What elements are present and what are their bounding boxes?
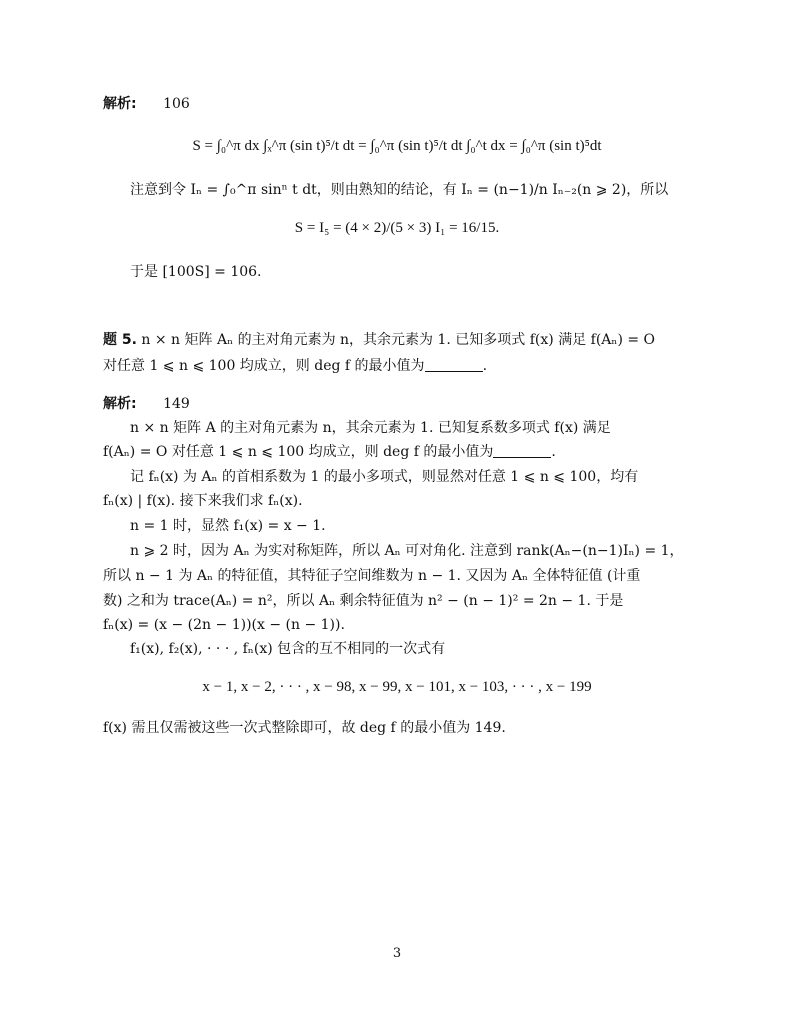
problem-label: 题 5. xyxy=(103,332,137,348)
s2-p2-line-2: fₙ(x) | f(x). 接下来我们求 fₙ(x). xyxy=(103,493,303,509)
s2-p1-line-2-end: . xyxy=(551,444,556,460)
note-paragraph: 注意到令 Iₙ = ∫₀^π sinⁿ t dt，则由熟知的结论，有 Iₙ = (n−1)/n Iₙ₋₂(n ⩾ 2)，所以 xyxy=(130,182,669,198)
problem-5-line-1 xyxy=(103,330,655,350)
s2-p4-line-3: 数) 之和为 trace(Aₙ) = n²，所以 Aₙ 剩余特征值为 n² − (n − 1)² = 2n − 1. 于是 xyxy=(103,593,624,609)
s2-p1-line-2 xyxy=(103,442,556,462)
s2-p4-line-1: n ⩾ 2 时，因为 Aₙ 为实对称矩阵，所以 Aₙ 可对角化. 注意到 rank(Aₙ−(n−1)Iₙ) = 1， xyxy=(130,543,684,559)
solution-heading-2 xyxy=(103,394,190,414)
solution-heading-1 xyxy=(103,94,190,114)
answer-blank-2 xyxy=(493,443,551,458)
solution-answer-2: 149 xyxy=(163,396,190,412)
s2-p1-line-2-text: f(Aₙ) = O 对任意 1 ⩽ n ⩽ 100 均成立，则 deg f 的最小值为 xyxy=(103,444,494,460)
s2-p1-line-1: n × n 矩阵 A 的主对角元素为 n，其余元素为 1. 已知复系数多项式 f(x) 满足 xyxy=(130,420,611,436)
problem-5-line-2 xyxy=(103,356,487,376)
solution-label-2: 解析: xyxy=(103,396,137,412)
s2-p5: f₁(x), f₂(x), · · · , fₙ(x) 包含的互不相同的一次式有 xyxy=(130,641,446,657)
equation-s-value: S = I₅ = (4 × 2)/(5 × 3) I₁ = 16/15. xyxy=(294,220,500,236)
conclusion-text: 于是 [100S] = 106. xyxy=(130,264,262,280)
equation-linear-factors: x − 1, x − 2, · · · , x − 98, x − 99, x − 101, x − 103, · · · , x − 199 xyxy=(202,679,592,695)
s2-p6: f(x) 需且仅需被这些一次式整除即可，故 deg f 的最小值为 149. xyxy=(103,720,506,736)
equation-s-integral: S = ∫₀^π dx ∫ₓ^π (sin t)⁵/t dt = ∫₀^π (sin t)⁵/t dt ∫₀^t dx = ∫₀^π (sin t)⁵dt xyxy=(192,138,602,154)
s2-p2-line-1: 记 fₙ(x) 为 Aₙ 的首相系数为 1 的最小多项式，则显然对任意 1 ⩽ n ⩽ 100，均有 xyxy=(130,469,639,485)
solution-answer: 106 xyxy=(163,96,190,112)
problem-text-2: 对任意 1 ⩽ n ⩽ 100 均成立，则 deg f 的最小值为 xyxy=(103,358,425,374)
answer-blank xyxy=(425,357,483,372)
s2-p4-line-4: fₙ(x) = (x − (2n − 1))(x − (n − 1)). xyxy=(103,617,345,633)
s2-p3: n = 1 时，显然 f₁(x) = x − 1. xyxy=(130,518,326,534)
solution-label: 解析: xyxy=(103,96,137,112)
problem-text-2-end: . xyxy=(482,358,488,374)
s2-p4-line-2: 所以 n − 1 为 Aₙ 的特征值，其特征子空间维数为 n − 1. 又因为 Aₙ 全体特征值 (计重 xyxy=(103,568,641,584)
problem-text-1: n × n 矩阵 Aₙ 的主对角元素为 n，其余元素为 1. 已知多项式 f(x) 满足 f(Aₙ) = O xyxy=(141,332,656,348)
page-number: 3 xyxy=(392,946,402,961)
